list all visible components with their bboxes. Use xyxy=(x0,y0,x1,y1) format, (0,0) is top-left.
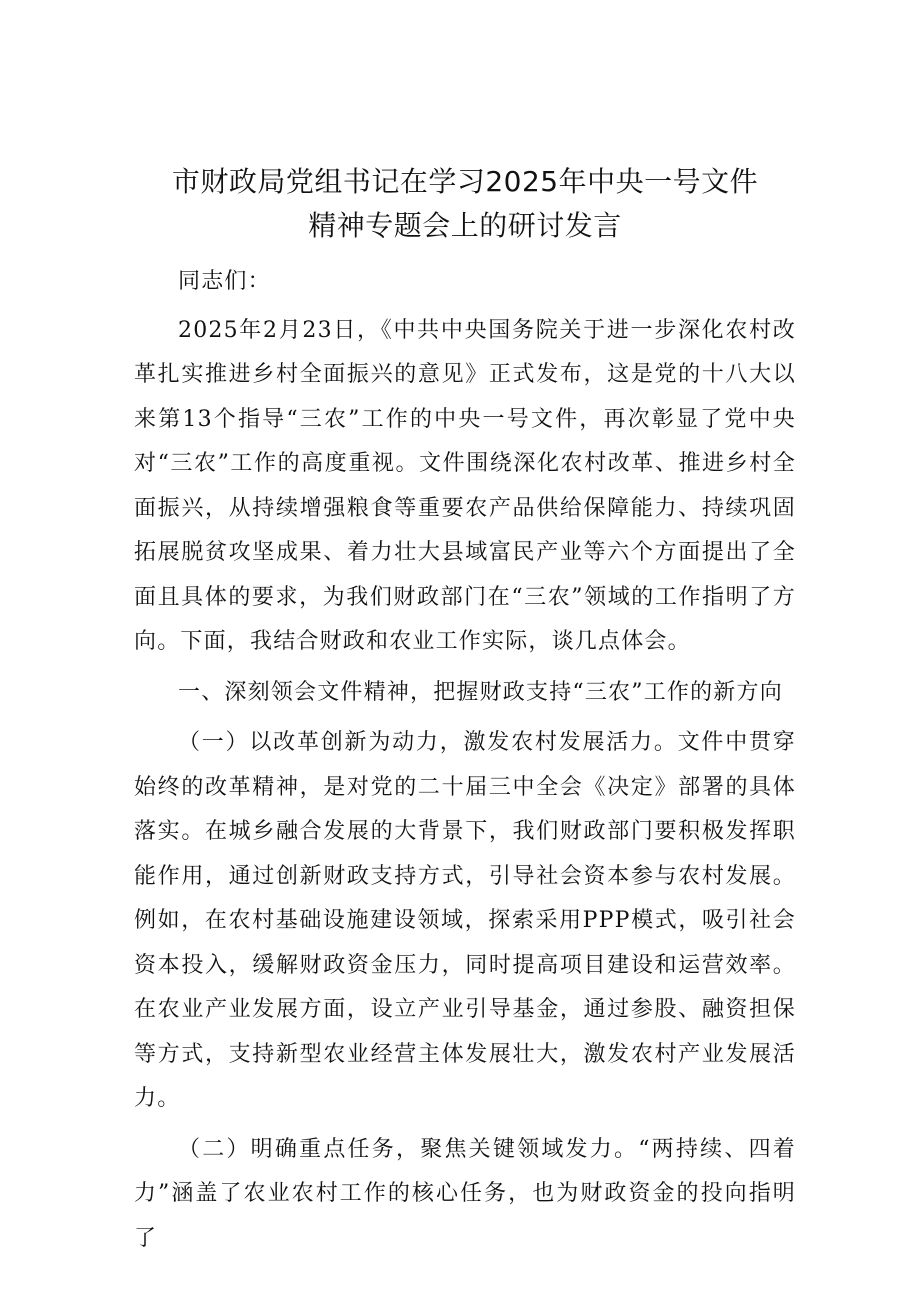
document-title xyxy=(134,160,796,248)
title-line-1: 市财政局党组书记在学习2025年中央一号文件 xyxy=(171,165,759,198)
title-line-2: 精神专题会上的研讨发言 xyxy=(308,209,622,242)
section-heading-1: 一、深刻领会文件精神，把握财政支持“三农”工作的新方向 xyxy=(178,679,783,705)
paragraph-intro: 2025年2月23日，《中共中央国务院关于进一步深化农村改革扎实推进乡村全面振兴的意见》正式发布，这是党的十八大以来第13个指导“三农”工作的中央一号文件，再次彰显了党中央对“三农”工作的高度重视。文件围绕深化农村改革、推进乡村全面振兴，从持续增强粮食等重要农产品供给保障能力、持续巩固拓展脱贫攻坚成果、着力壮大县域富民产业等六个方面提出了全面且具体的要求，为我们财政部门在“三农”领域的工作指明了方向。下面，我结合财政和农业工作实际，谈几点体会。 xyxy=(134,317,796,654)
paragraph-subsection-2: （二）明确重点任务，聚焦关键领域发力。“两持续、四着力”涵盖了农业农村工作的核心任务，也为财政资金的投向指明了 xyxy=(134,1136,796,1251)
salutation: 同志们： xyxy=(178,269,271,294)
paragraph-subsection-1: （一）以改革创新为动力，激发农村发展活力。文件中贯穿始终的改革精神，是对党的二十届三中全会《决定》部署的具体落实。在城乡融合发展的大背景下，我们财政部门要积极发挥职能作用，通过创新财政支持方式，引导社会资本参与农村发展。例如，在农村基础设施建设领域，探索采用PPP模式，吸引社会资本投入，缓解财政资金压力，同时提高项目建设和运营效率。在农业产业发展方面，设立产业引导基金，通过参股、融资担保等方式，支持新型农业经营主体发展壮大，激发农村产业发展活力。 xyxy=(134,730,796,1111)
